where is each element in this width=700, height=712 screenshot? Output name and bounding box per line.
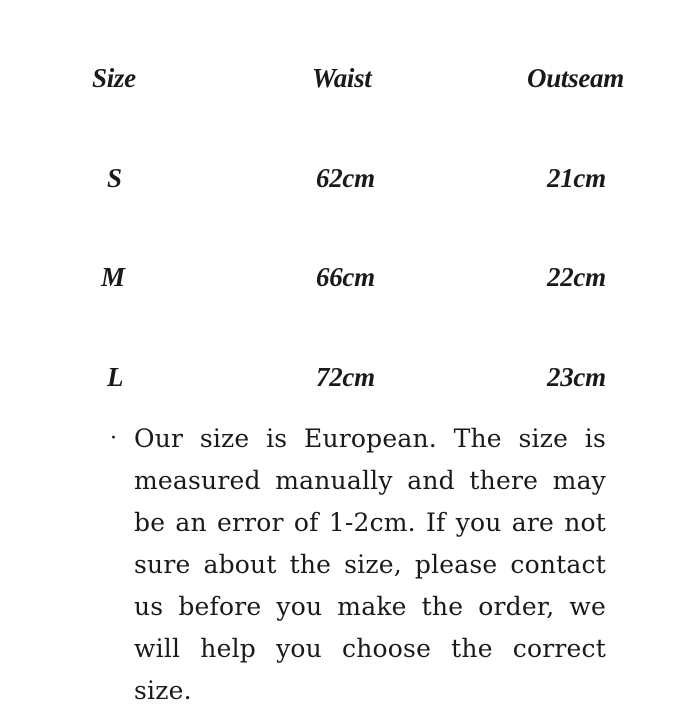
row-l-waist: 72cm: [316, 362, 375, 392]
row-l-size: L: [107, 362, 124, 392]
row-m-waist: 66cm: [316, 262, 375, 292]
header-waist: Waist: [312, 63, 372, 93]
header-outseam: Outseam: [527, 63, 624, 93]
row-s-waist: 62cm: [316, 163, 375, 193]
row-s-size: S: [107, 163, 122, 193]
bullet-dot: ·: [110, 426, 117, 451]
row-m-outseam: 22cm: [547, 262, 606, 292]
row-m-size: M: [101, 262, 125, 292]
size-note-text: Our size is European. The size is measured manually and there may be an error of 1-2cm. If you are not sure about the size, please contact us before you make the order, we will help you choose the correct size.: [134, 424, 606, 705]
row-l-outseam: 23cm: [547, 362, 606, 392]
row-s-outseam: 21cm: [547, 163, 606, 193]
header-size: Size: [92, 63, 136, 93]
